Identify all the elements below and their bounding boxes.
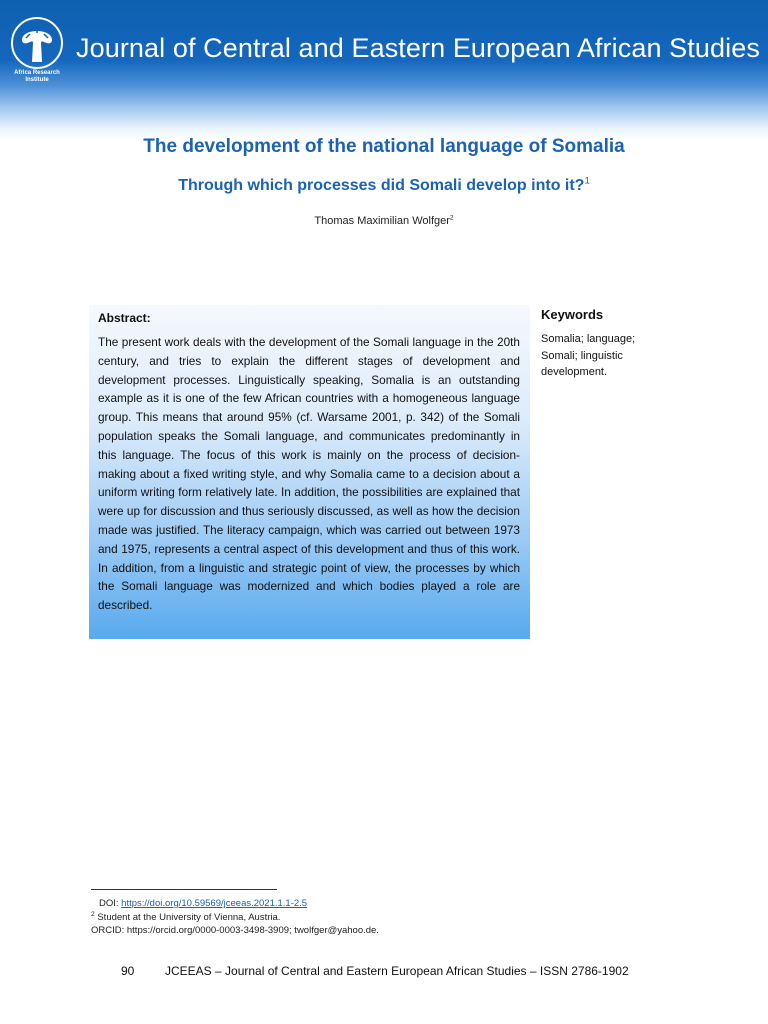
abstract-heading: Abstract:	[98, 311, 151, 325]
footnote-2	[91, 911, 379, 925]
footnote-mark-2: 2	[449, 214, 454, 222]
subtitle-text: Through which processes did Somali develop into it?	[178, 177, 585, 194]
africa-research-institute-logo	[8, 16, 66, 82]
footnotes	[91, 897, 379, 938]
page-number: 90	[121, 964, 135, 978]
article-author	[0, 215, 768, 227]
footnote-doi	[91, 897, 379, 911]
abstract-text: The present work deals with the development of the Somali language in the 20th century, and tries to explain the different stages of development and development processes. Linguistically speaking, Somalia is an outstanding example as it is one of the few African countries with a homogeneous language group. This means that around 95% (cf. Warsame 2001, p. 342) of the Somali population speaks the Somali language, and communicates predominantly in this language. The focus of this work is mainly on the process of decision-making about a fixed writing style, and why Somalia came to a decision about a uniform writing form relatively late. In addition, the possibilities are explained that were up for discussion and thus seriously discussed, as well as how the decision made was justified. The literacy campaign, which was carried out between 1973 and 1975, represents a central aspect of this development and thus of this work. In addition, from a linguistic and strategic point of view, the processes by which the Somali language was modernized and which bodies played a role are described.	[98, 335, 520, 613]
footnote-divider	[91, 889, 277, 890]
logo-caption: Africa Research Institute	[14, 70, 60, 83]
footer-text: JCEEAS – Journal of Central and Eastern European African Studies – ISSN 2786-1902	[165, 964, 629, 978]
page-footer	[121, 964, 629, 978]
footnote-2-text: Student at the University of Vienna, Austria.	[94, 911, 281, 923]
keywords-heading: Keywords	[541, 307, 604, 322]
doi-label: DOI:	[99, 898, 122, 909]
journal-name: Journal of Central and Eastern European African Studies	[76, 33, 760, 63]
article-title: The development of the national language of Somalia	[143, 136, 625, 157]
footnote-mark-1: 1	[584, 175, 590, 187]
footnote-2-mark: 2	[91, 910, 95, 918]
author-name: Thomas Maximilian Wolfger	[314, 215, 450, 227]
baobab-tree-icon	[8, 16, 66, 72]
abstract-box	[89, 305, 530, 639]
doi-link[interactable]: https://doi.org/10.59569/jceeas.2021.1.1-2.5	[121, 898, 308, 909]
journal-banner	[0, 0, 768, 140]
keywords-text: Somalia; language; Somali; linguistic development.	[541, 333, 636, 378]
article-subtitle	[0, 177, 768, 195]
footnote-orcid: ORCID: https://orcid.org/0000-0003-3498-3909; twolfger@yahoo.de.	[91, 925, 379, 936]
